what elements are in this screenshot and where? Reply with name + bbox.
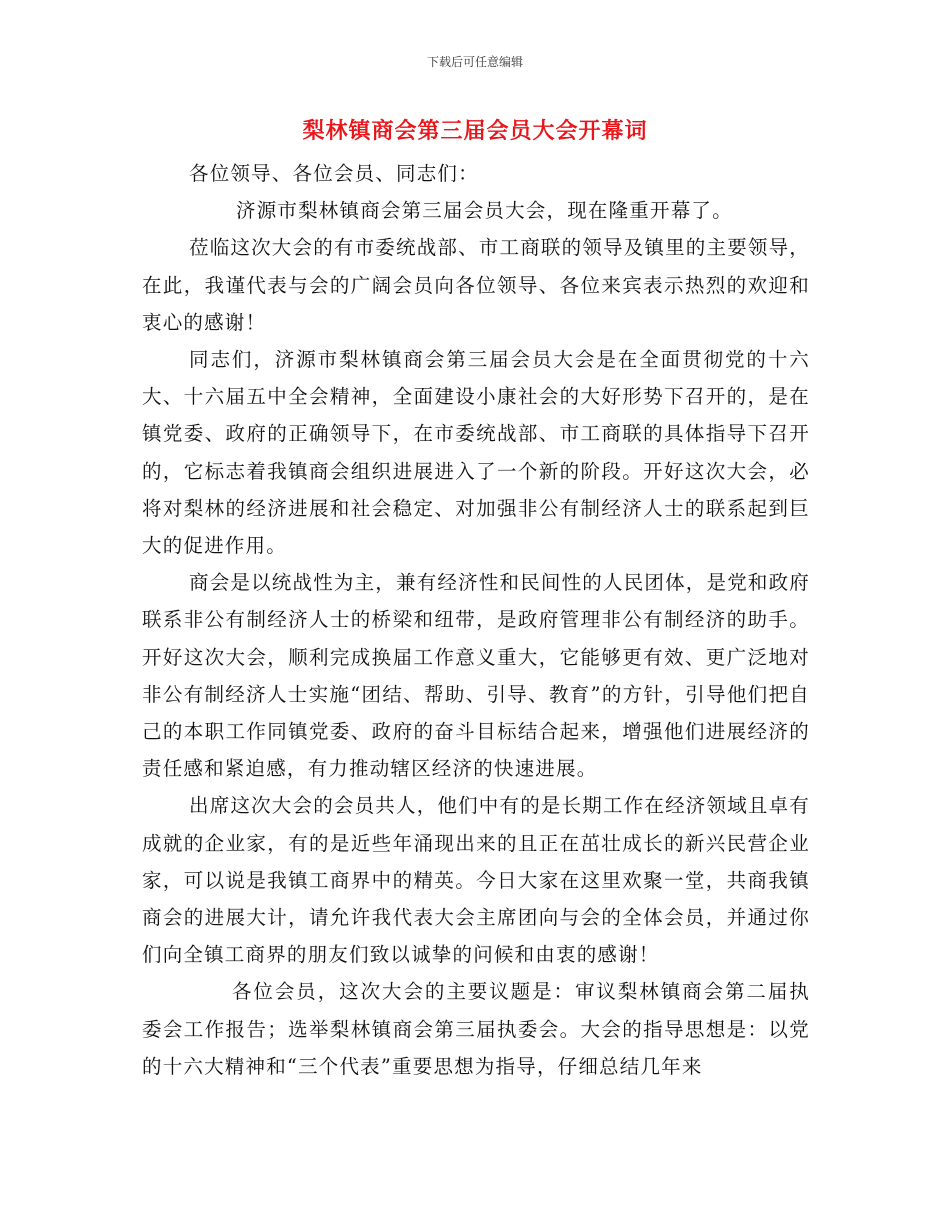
document-title: 梨林镇商会第三届会员大会开幕词 [302,119,648,144]
document-body [142,155,810,1085]
paragraph-agenda: 各位会员，这次大会的主要议题是：审议梨林镇商会第二届执委会工作报告；选举梨林镇商会第三届执委会。大会的指导思想是：以党的十六大精神和“三个代表”重要思想为指导，仔细总结几年来 [142,980,810,1078]
paragraph-opening: 济源市梨林镇商会第三届会员大会，现在隆重开幕了。 [236,199,733,223]
header-note: 下载后可任意编辑 [426,55,523,69]
paragraph-attendees: 出席这次大会的会员共人，他们中有的是长期工作在经济领域且卓有成就的企业家，有的是近些年涌现出来的且正在茁壮成长的新兴民营企业家，可以说是我镇工商界中的精英。今日大家在这里欢聚一堂，共商我镇商会的进展大计，请允许我代表大会主席团向与会的全体会员，并通过你们向全镇工商界的朋友们致以诚挚的问候和由衷的感谢！ [142,794,811,967]
paragraph-chamber-role: 商会是以统战性为主，兼有经济性和民间性的人民团体，是党和政府联系非公有制经济人士的桥梁和纽带，是政府管理非公有制经济的助手。开好这次大会，顺利完成换届工作意义重大，它能够更有效、更广泛地对非公有制经济人士实施“团结、帮助、引导、教育”的方针，引导他们把自己的本职工作同镇党委、政府的奋斗目标结合起来，增强他们进展经济的责任感和紧迫感，有力推动辖区经济的快速进展。 [142,571,811,781]
paragraph-significance: 同志们，济源市梨林镇商会第三届会员大会是在全面贯彻党的十六大、十六届五中全会精神，全面建设小康社会的大好形势下召开的，是在镇党委、政府的正确领导下，在市委统战部、市工商联的具体指导下召开的，它标志着我镇商会组织进展进入了一个新的阶段。开好这次大会，必将对梨林的经济进展和社会稳定、对加强非公有制经济人士的联系起到巨大的促进作用。 [142,348,810,558]
paragraph-greeting: 各位领导、各位会员、同志们： [189,162,479,185]
paragraph-welcome: 莅临这次大会的有市委统战部、市工商联的领导及镇里的主要领导，在此，我谨代表与会的广阔会员向各位领导、各位来宾表示热烈的欢迎和衷心的感谢！ [142,236,811,334]
